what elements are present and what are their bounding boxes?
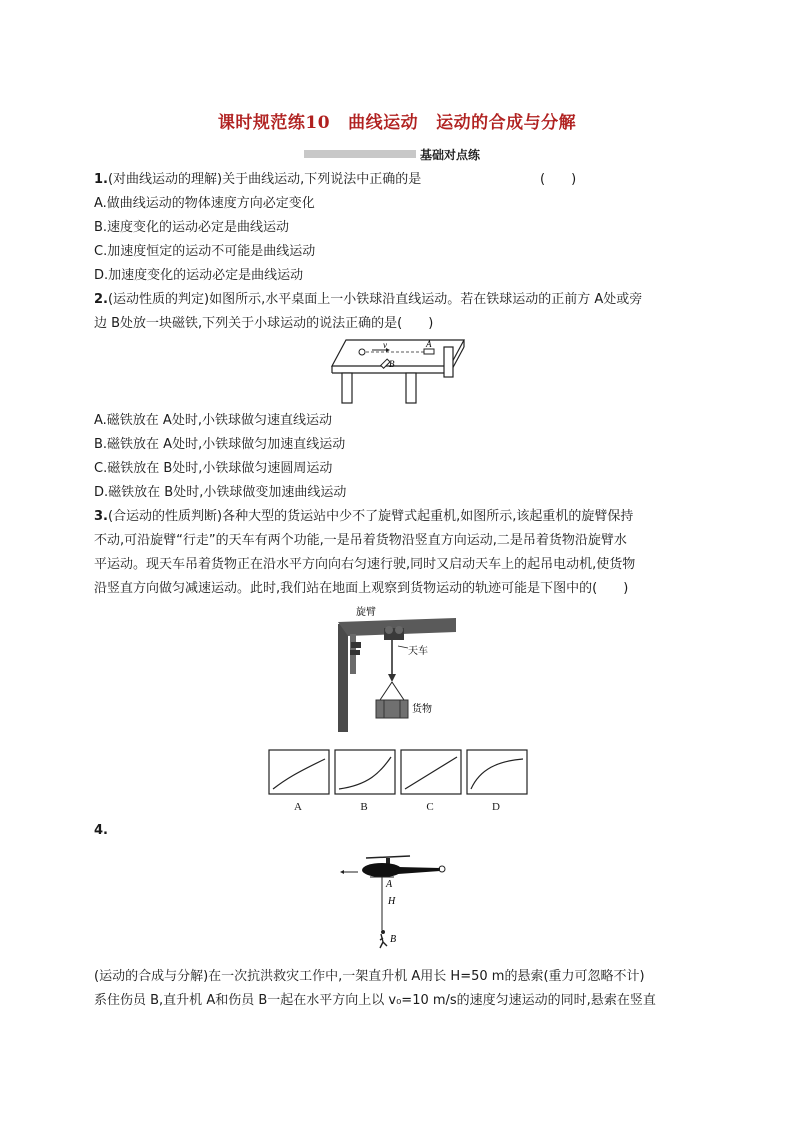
- q2-stem-line2: 边 B处放一块磁铁,下列关于小球运动的说法正确的是( ): [94, 316, 434, 331]
- q2-stem-text-1: (运动性质的判定)如图所示,水平桌面上一小铁球沿直线运动。若在铁球运动的正前方 A处或旁: [107, 292, 643, 307]
- title-part1: 课时规范练10: [217, 113, 331, 133]
- label-a: A: [386, 879, 393, 890]
- q2-option-b: B.磁铁放在 A处时,小铁球做匀加速直线运动: [94, 437, 346, 452]
- choice-b-box: [335, 750, 395, 794]
- q3-stem-text-1: (合运动的性质判断)各种大型的货运站中少不了旋臂式起重机,如图所示,该起重机的旋臂保持: [107, 509, 634, 524]
- label-h: H: [388, 896, 396, 907]
- q3-number: 3.: [94, 509, 108, 524]
- cargo-box: [376, 700, 408, 718]
- table-leg-right: [406, 373, 416, 403]
- q3-stem-line1: [94, 508, 633, 526]
- q1-number: 1.: [94, 172, 108, 187]
- injured-person: [380, 934, 387, 948]
- q4-helicopter-figure: [340, 850, 456, 950]
- q3-stem-line4: 沿竖直方向做匀减速运动。此时,我们站在地面上观察到货物运动的轨迹可能是下图中的( ): [94, 581, 629, 596]
- q1-option-a: A.做曲线运动的物体速度方向必定变化: [94, 196, 315, 211]
- q2-option-d: D.磁铁放在 B处时,小铁球做变加速曲线运动: [94, 485, 347, 500]
- choice-a-label: A: [294, 801, 302, 813]
- q2-stem-line1: [94, 291, 642, 309]
- choice-d-label: D: [492, 801, 500, 813]
- q1-option-b: B.速度变化的运动必定是曲线运动: [94, 220, 290, 235]
- q1-option-c: C.加速度恒定的运动不可能是曲线运动: [94, 244, 316, 259]
- choice-c-label: C: [426, 801, 434, 813]
- page-title: [0, 108, 794, 133]
- label-cargo: 货物: [412, 704, 432, 715]
- q1-stem-text: (对曲线运动的理解)关于曲线运动,下列说法中正确的是: [107, 172, 422, 187]
- title-part3: 运动的合成与分解: [436, 113, 577, 133]
- section-label: 基础对点练: [420, 148, 481, 162]
- label-b: B: [389, 359, 395, 369]
- q1-option-d: D.加速度变化的运动必定是曲线运动: [94, 268, 304, 283]
- label-b: B: [390, 934, 397, 945]
- q4-number: 4.: [94, 823, 108, 838]
- title-part2: 曲线运动: [348, 113, 419, 133]
- q3-crane-photo: [336, 604, 462, 732]
- iron-ball: [359, 349, 365, 355]
- q3-stem-line2: 不动,可沿旋臂“行走”的天车有两个功能,一是吊着货物沿竖直方向运动,二是吊着货物沿旋臂水: [94, 533, 627, 548]
- q2-option-a: A.磁铁放在 A处时,小铁球做匀速直线运动: [94, 413, 332, 428]
- q1-answer-paren: ( ): [540, 172, 577, 187]
- label-arm: 旋臂: [356, 607, 376, 618]
- table-leg-back: [444, 347, 453, 377]
- q3-stem-line3: 平运动。现天车吊着货物正在沿水平方向向右匀速行驶,同时又启动天车上的起吊电动机,使货物: [94, 557, 636, 572]
- q4-stem-line2: 系住伤员 B,直升机 A和伤员 B一起在水平方向上以 v₀=10 m/s的速度匀速运动的同时,悬索在竖直: [94, 993, 656, 1008]
- table-leg-left: [342, 373, 352, 403]
- q3-trajectory-choices: [268, 749, 530, 797]
- q4-stem-line1: (运动的合成与分解)在一次抗洪救灾工作中,一架直升机 A用长 H=50 m的悬索(重力可忽略不计): [94, 969, 645, 984]
- choice-d-box: [467, 750, 527, 794]
- velocity-label: v: [383, 340, 387, 350]
- q1-stem: [94, 171, 421, 189]
- helicopter-body: [362, 863, 402, 877]
- q2-number: 2.: [94, 292, 108, 307]
- q2-table-figure: [326, 336, 468, 406]
- choice-b-label: B: [360, 801, 368, 813]
- rotor: [366, 856, 410, 858]
- q2-option-c: C.磁铁放在 B处时,小铁球做匀速圆周运动: [94, 461, 333, 476]
- label-trolley: 天车: [408, 646, 428, 657]
- choice-c-box: [401, 750, 461, 794]
- section-bar: [304, 150, 416, 158]
- crane-column: [338, 624, 348, 732]
- magnet-a: [424, 349, 434, 354]
- label-a: A: [426, 339, 432, 349]
